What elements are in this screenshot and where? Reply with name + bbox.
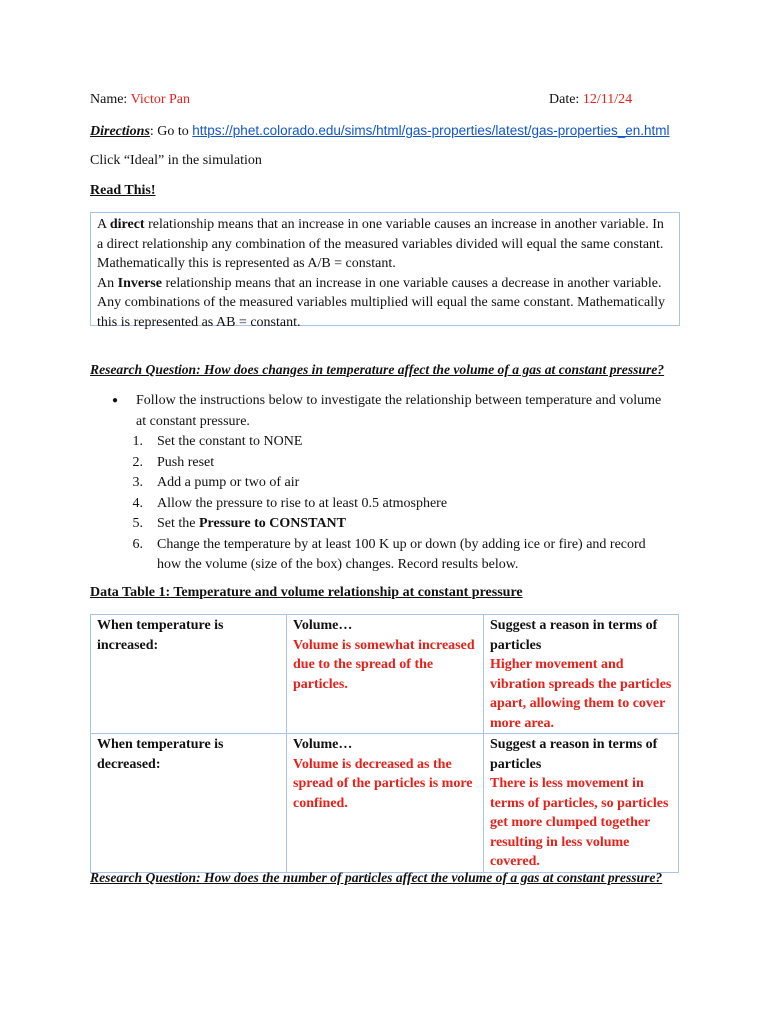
step-text — [157, 453, 214, 474]
step-text — [157, 473, 299, 494]
step-item — [112, 432, 672, 453]
direct-definition — [97, 215, 673, 274]
direct-post: relationship means that an increase in one variable causes an increase in another variable. In a direct relationship any combination of the measured variables divided will equal the same constant. Mathematically this is represented as A/B = constant. — [97, 217, 664, 271]
step-item — [112, 453, 672, 474]
condition-text: When temperature is decreased: — [97, 737, 224, 772]
name-label: Name: — [90, 92, 131, 107]
step-item — [112, 535, 672, 576]
inverse-term: Inverse — [117, 275, 162, 291]
table-title: Data Table 1: Temperature and volume relationship at constant pressure — [90, 585, 523, 600]
volume-label: Volume… — [293, 618, 353, 633]
directions-text: : Go to — [149, 124, 193, 139]
bullet-dot-icon: ● — [112, 395, 119, 406]
reason-label: Suggest a reason in terms of particles — [490, 618, 658, 653]
step-text — [157, 514, 346, 535]
volume-answer: Volume is decreased as the spread of the particles is more confined. — [293, 756, 473, 811]
step-item — [112, 473, 672, 494]
table-row — [91, 734, 679, 873]
data-table — [90, 614, 679, 873]
reason-cell — [484, 615, 679, 734]
volume-cell — [287, 734, 484, 873]
step-text-pre: Allow the pressure to rise to at least 0.5 atmosphere — [157, 495, 448, 511]
bullet-item — [112, 391, 672, 432]
condition-text: When temperature is increased: — [97, 618, 224, 653]
step-number: 1. — [132, 434, 143, 449]
step-number: 2. — [132, 454, 143, 470]
step-text — [157, 535, 672, 576]
step-item — [112, 514, 672, 535]
click-instruction: Click “Ideal” in the simulation — [90, 153, 262, 168]
definition-box — [90, 212, 680, 330]
table-row — [91, 615, 679, 734]
step-text — [157, 432, 302, 453]
directions-line — [90, 123, 670, 140]
step-text-pre: Set the — [157, 516, 199, 531]
step-text-pre: Add a pump or two of air — [157, 475, 300, 490]
step-text-pre: Set the constant to NONE — [157, 434, 303, 449]
instructions-list — [112, 391, 672, 576]
step-number: 3. — [132, 475, 143, 490]
directions-label: Directions — [90, 124, 150, 139]
research-question-1: Research Question: How does changes in temperature affect the volume of a gas at constant pressure? — [90, 362, 665, 377]
inverse-post: relationship means that an increase in one variable causes a decrease in another variable. Any combinations of the measured variables multiplied will equal the same constant. Mathematically this is represented as AB = constant. — [97, 275, 666, 330]
research-question-2: Research Question: How does the number of particles affect the volume of a gas at constant pressure? — [90, 870, 663, 885]
read-this-heading: Read This! — [90, 183, 156, 198]
volume-answer: Volume is somewhat increased due to the spread of the particles. — [293, 637, 475, 692]
step-text — [157, 494, 447, 515]
reason-answer: Higher movement and vibration spreads the particles apart, allowing them to cover more area. — [490, 657, 672, 731]
condition-cell — [91, 734, 287, 873]
simulation-link[interactable]: https://phet.colorado.edu/sims/html/gas-properties/latest/gas-properties_en.html — [192, 123, 670, 138]
reason-answer: There is less movement in terms of particles, so particles get more clumped together resulting in less volume covered. — [490, 776, 669, 869]
step-text-pre: Change the temperature by at least 100 K up or down (by adding ice or fire) and record how the volume (size of the box) changes. Record results below. — [157, 536, 646, 572]
reason-label: Suggest a reason in terms of particles — [490, 737, 658, 772]
inverse-pre: An — [97, 275, 118, 291]
volume-cell — [287, 615, 484, 734]
condition-cell — [91, 615, 287, 734]
name-line — [90, 92, 190, 108]
inverse-definition — [97, 274, 673, 333]
step-number: 6. — [132, 536, 143, 552]
date-line — [549, 92, 632, 108]
step-number: 5. — [132, 516, 143, 531]
steps-list — [112, 432, 672, 576]
direct-term: direct — [109, 217, 145, 232]
step-text-bold: Pressure to CONSTANT — [199, 516, 346, 531]
date-value: 12/11/24 — [582, 92, 633, 107]
step-item — [112, 494, 672, 515]
date-label: Date: — [549, 92, 583, 107]
reason-cell — [484, 734, 679, 873]
bullet-text: Follow the instructions below to investigate the relationship between temperature and volume at constant pressure. — [136, 393, 662, 429]
step-text-pre: Push reset — [157, 454, 215, 470]
student-name: Victor Pan — [130, 92, 191, 107]
direct-pre: A — [97, 217, 110, 232]
volume-label: Volume… — [293, 737, 353, 752]
step-number: 4. — [132, 495, 143, 511]
